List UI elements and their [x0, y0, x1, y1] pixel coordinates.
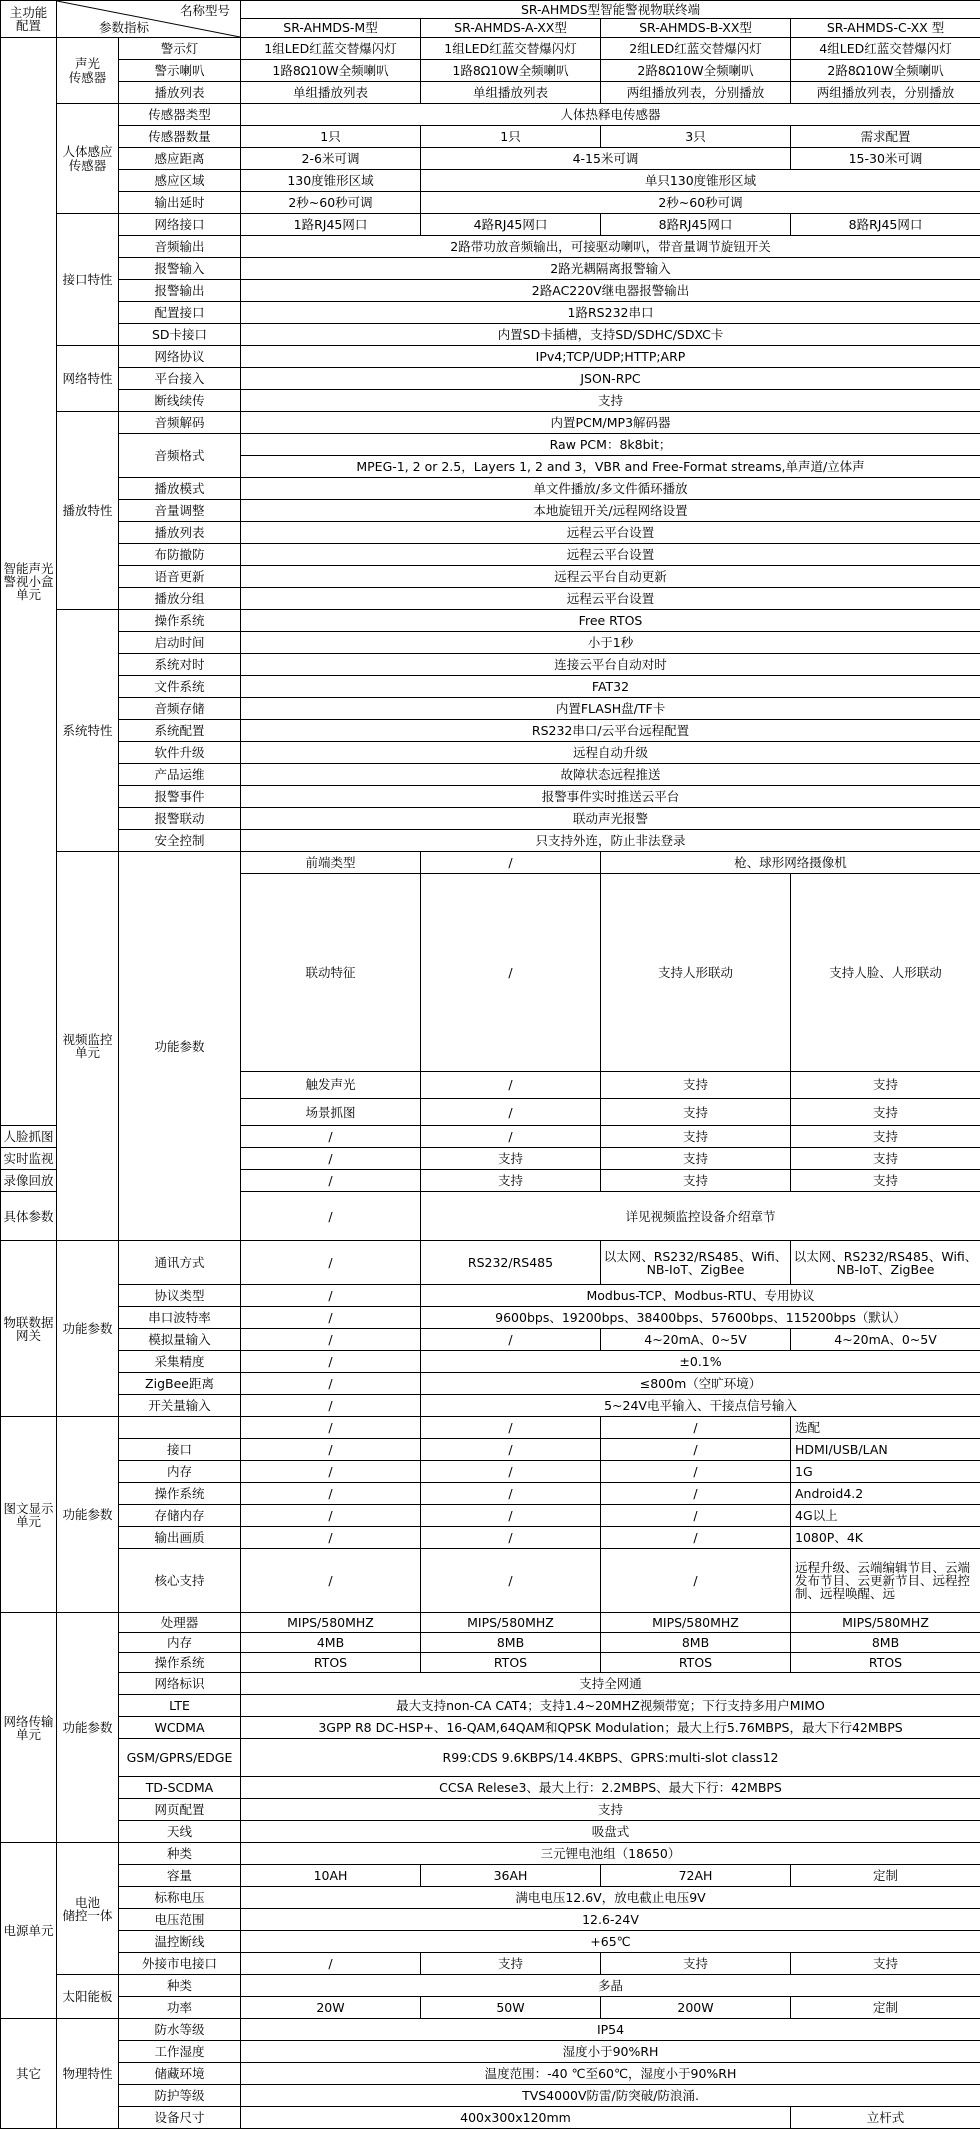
- cell: 3GPP R8 DC-HSP+、16-QAM,64QAM和QPSK Modulation；最大上行5.76MBPS，最大下行42MBPS: [241, 1717, 980, 1739]
- cell: 湿度小于90%RH: [241, 2041, 980, 2063]
- group-function-display: 功能参数: [57, 1417, 119, 1613]
- model-c: SR-AHMDS-C-XX 型: [791, 19, 980, 38]
- cell: 最大支持non-CA CAT4；支持1.4~20MHZ视频带宽；下行支持多用户MIMO: [241, 1695, 980, 1717]
- cell: /: [241, 1351, 421, 1373]
- row-label: 工作湿度: [119, 2041, 241, 2063]
- row-label: 容量: [119, 1865, 241, 1887]
- cell: 定制: [791, 1997, 980, 2019]
- cell: MPEG-1, 2 or 2.5，Layers 1, 2 and 3，VBR and Free-Format streams,单声道/立体声: [241, 456, 980, 478]
- cell: 三元锂电池组（18650）: [241, 1843, 980, 1865]
- row-label: 播放列表: [119, 522, 241, 544]
- cell: IP54: [241, 2019, 980, 2041]
- cell: 1组LED红蓝交替爆闪灯: [421, 38, 601, 60]
- row-label: 感应区域: [119, 170, 241, 192]
- cell: 支持人形联动: [601, 874, 791, 1072]
- cell: RS232/RS485: [421, 1241, 601, 1285]
- cell: /: [421, 1483, 601, 1505]
- row-label: 标称电压: [119, 1887, 241, 1909]
- row-label: LTE: [119, 1695, 241, 1717]
- cell: /: [601, 1461, 791, 1483]
- row-label: 平台接入: [119, 368, 241, 390]
- row-label: 外接市电接口: [119, 1953, 241, 1975]
- cell: 4组LED红蓝交替爆闪灯: [791, 38, 980, 60]
- row-label: 音频解码: [119, 412, 241, 434]
- cell: /: [601, 1417, 791, 1439]
- cell: TVS4000V防雷/防突破/防浪涌.: [241, 2085, 980, 2107]
- row-label: ZigBee距离: [119, 1373, 241, 1395]
- cell: +65℃: [241, 1931, 980, 1953]
- row-label: 防水等级: [119, 2019, 241, 2041]
- cell: /: [241, 1527, 421, 1549]
- row-label: 模拟量输入: [119, 1329, 241, 1351]
- cell: /: [601, 1527, 791, 1549]
- row-label: 警示灯: [119, 38, 241, 60]
- cell: 枪、球形网络摄像机: [601, 852, 980, 874]
- cell: /: [241, 1395, 421, 1417]
- row-label: TD-SCDMA: [119, 1777, 241, 1799]
- cell: 2路光耦隔离报警输入: [241, 258, 980, 280]
- cell: /: [601, 1549, 791, 1613]
- cell: 联动声光报警: [241, 808, 980, 830]
- cell: 支持: [421, 1148, 601, 1170]
- row-label: 启动时间: [119, 632, 241, 654]
- cell: 连接云平台自动对时: [241, 654, 980, 676]
- cell: 8MB: [421, 1633, 601, 1653]
- row-label: 操作系统: [119, 1653, 241, 1673]
- row-label: 防护等级: [119, 2085, 241, 2107]
- row-label: 报警事件: [119, 786, 241, 808]
- row-label: 核心支持: [119, 1549, 241, 1613]
- row-label: 联动特征: [241, 874, 421, 1072]
- cell: /: [241, 1126, 421, 1148]
- cell: /: [421, 852, 601, 874]
- cell: FAT32: [241, 676, 980, 698]
- cell: MIPS/580MHZ: [421, 1613, 601, 1633]
- cell: 4~20mA、0~5V: [601, 1329, 791, 1351]
- row-label: 设备尺寸: [119, 2107, 241, 2129]
- cell: /: [421, 874, 601, 1072]
- row-label: 语音更新: [119, 566, 241, 588]
- cell: 远程自动升级: [241, 742, 980, 764]
- row-label: 播放模式: [119, 478, 241, 500]
- cell: RTOS: [601, 1653, 791, 1673]
- row-label: 处理器: [119, 1613, 241, 1633]
- cell: 支持: [791, 1099, 980, 1126]
- row-label: 录像回放: [1, 1170, 57, 1192]
- cell: 支持: [791, 1071, 980, 1098]
- cell: 200W: [601, 1997, 791, 2019]
- cell: 2组LED红蓝交替爆闪灯: [601, 38, 791, 60]
- cell: 需求配置: [791, 126, 980, 148]
- cell: 吸盘式: [241, 1821, 980, 1843]
- cell: 支持: [601, 1071, 791, 1098]
- cell: 单组播放列表: [241, 82, 421, 104]
- model-a: SR-AHMDS-A-XX型: [421, 19, 601, 38]
- group-function-iot: 功能参数: [57, 1241, 119, 1417]
- row-label: 内存: [119, 1461, 241, 1483]
- cell: 2路8Ω10W全频喇叭: [601, 60, 791, 82]
- cell: 3只: [601, 126, 791, 148]
- group-interface: 接口特性: [57, 214, 119, 346]
- cell: /: [421, 1417, 601, 1439]
- cell: /: [421, 1505, 601, 1527]
- cell: 远程云平台设置: [241, 588, 980, 610]
- row-label: 功率: [119, 1997, 241, 2019]
- cell: RTOS: [421, 1653, 601, 1673]
- cell: 4-15米可调: [421, 148, 791, 170]
- diagonal-header: [57, 1, 241, 38]
- cell: /: [241, 1329, 421, 1351]
- cell: 2路带功放音频输出，可接驱动喇叭，带音量调节旋钮开关: [241, 236, 980, 258]
- param-index-label: 参数指标: [99, 21, 149, 34]
- group-sound-light: 声光 传感器: [57, 38, 119, 104]
- cell: 满电电压12.6V，放电截止电压9V: [241, 1887, 980, 1909]
- section-iot: 物联数据网关: [1, 1241, 57, 1417]
- cell: /: [241, 1148, 421, 1170]
- row-label: 网页配置: [119, 1799, 241, 1821]
- row-label: 布防撤防: [119, 544, 241, 566]
- cell: 4路RJ45网口: [421, 214, 601, 236]
- cell: /: [601, 1505, 791, 1527]
- row-label: 软件升级: [119, 742, 241, 764]
- cell: /: [241, 1461, 421, 1483]
- cell: 单组播放列表: [421, 82, 601, 104]
- cell: /: [241, 1417, 421, 1439]
- cell: 8路RJ45网口: [601, 214, 791, 236]
- model-b: SR-AHMDS-B-XX型: [601, 19, 791, 38]
- cell: 5~24V电平输入、干接点信号输入: [421, 1395, 980, 1417]
- cell: 多晶: [241, 1975, 980, 1997]
- group-system: 系统特性: [57, 610, 119, 852]
- group-function-video: 功能参数: [119, 852, 241, 1241]
- cell: /: [601, 1439, 791, 1461]
- cell: /: [241, 1549, 421, 1613]
- row-label: 输出画质: [119, 1527, 241, 1549]
- row-label: GSM/GPRS/EDGE: [119, 1739, 241, 1777]
- cell: 两组播放列表，分别播放: [601, 82, 791, 104]
- row-label: SD卡接口: [119, 324, 241, 346]
- row-label: 警示喇叭: [119, 60, 241, 82]
- cell: 支持: [601, 1126, 791, 1148]
- cell: JSON-RPC: [241, 368, 980, 390]
- row-label: 网络协议: [119, 346, 241, 368]
- cell: 1G: [791, 1461, 980, 1483]
- row-label: 实时监视: [1, 1148, 57, 1170]
- cell: /: [241, 1439, 421, 1461]
- cell: 内置FLASH盘/TF卡: [241, 698, 980, 720]
- cell: 8MB: [791, 1633, 980, 1653]
- cell: /: [421, 1527, 601, 1549]
- cell: 10AH: [241, 1865, 421, 1887]
- row-label: 网络接口: [119, 214, 241, 236]
- cell: MIPS/580MHZ: [791, 1613, 980, 1633]
- row-label: 安全控制: [119, 830, 241, 852]
- row-label: 采集精度: [119, 1351, 241, 1373]
- cell: 支持: [421, 1170, 601, 1192]
- row-label: 电压范围: [119, 1909, 241, 1931]
- row-label: 播放分组: [119, 588, 241, 610]
- cell: 内置SD卡插槽，支持SD/SDHC/SDXC卡: [241, 324, 980, 346]
- cell: 1组LED红蓝交替爆闪灯: [241, 38, 421, 60]
- cell: 1路8Ω10W全频喇叭: [421, 60, 601, 82]
- cell: 故障状态远程推送: [241, 764, 980, 786]
- row-label: 系统配置: [119, 720, 241, 742]
- row-label: 音量调整: [119, 500, 241, 522]
- cell: /: [241, 1307, 421, 1329]
- cell: 以太网、RS232/RS485、Wifi、NB-IoT、ZigBee: [791, 1241, 980, 1285]
- cell: HDMI/USB/LAN: [791, 1439, 980, 1461]
- cell: 12.6-24V: [241, 1909, 980, 1931]
- cell: /: [421, 1439, 601, 1461]
- cell: 2秒~60秒可调: [421, 192, 980, 214]
- cell: 72AH: [601, 1865, 791, 1887]
- cell: 远程云平台设置: [241, 522, 980, 544]
- cell: 2-6米可调: [241, 148, 421, 170]
- cell: ≤800m（空旷环境）: [421, 1373, 980, 1395]
- cell: 支持: [791, 1953, 980, 1975]
- row-label: 音频格式: [119, 434, 241, 478]
- cell: 立杆式: [791, 2107, 980, 2129]
- row-label: 配置接口: [119, 302, 241, 324]
- cell: /: [241, 1285, 421, 1307]
- row-label: 操作系统: [119, 610, 241, 632]
- cell: RS232串口/云平台远程配置: [241, 720, 980, 742]
- cell: Android4.2: [791, 1483, 980, 1505]
- group-battery: 电池 储控一体: [57, 1843, 119, 1975]
- cell: 远程云平台自动更新: [241, 566, 980, 588]
- cell: 支持全网通: [241, 1673, 980, 1695]
- section-power: 电源单元: [1, 1843, 57, 2019]
- cell: 400x300x120mm: [241, 2107, 791, 2129]
- row-label: 场景抓图: [241, 1099, 421, 1126]
- group-function-network: 功能参数: [57, 1613, 119, 1843]
- row-label: 串口波特率: [119, 1307, 241, 1329]
- model-m: SR-AHMDS-M型: [241, 19, 421, 38]
- cell: /: [241, 1170, 421, 1192]
- cell: 支持: [791, 1148, 980, 1170]
- cell: 支持: [241, 1799, 980, 1821]
- row-label: 报警联动: [119, 808, 241, 830]
- row-label: 温控断线: [119, 1931, 241, 1953]
- cell: RTOS: [241, 1653, 421, 1673]
- cell: 9600bps、19200bps、38400bps、57600bps、115200bps（默认）: [421, 1307, 980, 1329]
- main-function-header: 主功能 配置: [1, 1, 57, 38]
- row-label: 种类: [119, 1975, 241, 1997]
- cell: 选配: [791, 1417, 980, 1439]
- cell: 8MB: [601, 1633, 791, 1653]
- row-label: 报警输出: [119, 280, 241, 302]
- cell: 远程云平台设置: [241, 544, 980, 566]
- cell: 支持: [601, 1148, 791, 1170]
- group-network: 网络特性: [57, 346, 119, 412]
- cell: 130度锥形区域: [241, 170, 421, 192]
- cell: 支持: [791, 1170, 980, 1192]
- row-label: 内存: [119, 1633, 241, 1653]
- group-physical: 物理特性: [57, 2019, 119, 2129]
- cell: /: [421, 1099, 601, 1126]
- cell: 以太网、RS232/RS485、Wifi、NB-IoT、ZigBee: [601, 1241, 791, 1285]
- name-model-label: 名称型号: [180, 4, 230, 17]
- cell: /: [421, 1126, 601, 1148]
- cell: /: [421, 1329, 601, 1351]
- row-label: 具体参数: [1, 1192, 57, 1241]
- row-label: 种类: [119, 1843, 241, 1865]
- section-network: 网络传输单元: [1, 1613, 57, 1843]
- cell: ±0.1%: [421, 1351, 980, 1373]
- cell: Free RTOS: [241, 610, 980, 632]
- row-label: 通讯方式: [119, 1241, 241, 1285]
- row-label: 天线: [119, 1821, 241, 1843]
- cell: 单只130度锥形区域: [421, 170, 980, 192]
- row-label: 协议类型: [119, 1285, 241, 1307]
- cell: MIPS/580MHZ: [241, 1613, 421, 1633]
- cell: 2路AC220V继电器报警输出: [241, 280, 980, 302]
- cell: IPv4;TCP/UDP;HTTP;ARP: [241, 346, 980, 368]
- cell: /: [241, 1241, 421, 1285]
- cell: 20W: [241, 1997, 421, 2019]
- row-label: 输出延时: [119, 192, 241, 214]
- group-body-sensor: 人体感应 传感器: [57, 104, 119, 214]
- cell: 小于1秒: [241, 632, 980, 654]
- cell: 本地旋钮开关/远程网络设置: [241, 500, 980, 522]
- cell: 4~20mA、0~5V: [791, 1329, 980, 1351]
- row-label: 产品运维: [119, 764, 241, 786]
- row-label: WCDMA: [119, 1717, 241, 1739]
- row-label: 文件系统: [119, 676, 241, 698]
- cell: 只支持外连，防止非法登录: [241, 830, 980, 852]
- cell: /: [421, 1461, 601, 1483]
- row-label: 储藏环境: [119, 2063, 241, 2085]
- cell: /: [241, 1953, 421, 1975]
- cell: /: [241, 1483, 421, 1505]
- cell: 50W: [421, 1997, 601, 2019]
- cell: 温度范围：-40 ℃至60℃，湿度小于90%RH: [241, 2063, 980, 2085]
- cell: 1路RJ45网口: [241, 214, 421, 236]
- row-label: 触发声光: [241, 1071, 421, 1098]
- section-display: 图文显示单元: [1, 1417, 57, 1613]
- section-other: 其它: [1, 2019, 57, 2129]
- section-sound-box: 智能声光警视小盒单元: [1, 38, 57, 1126]
- row-label: 传感器数量: [119, 126, 241, 148]
- row-label: 感应距离: [119, 148, 241, 170]
- group-solar: 太阳能板: [57, 1975, 119, 2019]
- cell: /: [601, 1483, 791, 1505]
- cell: 详见视频监控设备介绍章节: [421, 1192, 980, 1241]
- cell: 单文件播放/多文件循环播放: [241, 478, 980, 500]
- cell: R99:CDS 9.6KBPS/14.4KBPS、GPRS:multi-slot class12: [241, 1739, 980, 1777]
- cell: 支持: [601, 1953, 791, 1975]
- cell: 支持: [601, 1099, 791, 1126]
- cell: 支持人脸、人形联动: [791, 874, 980, 1072]
- row-label: 传感器类型: [119, 104, 241, 126]
- cell: 4MB: [241, 1633, 421, 1653]
- cell: 1路8Ω10W全频喇叭: [241, 60, 421, 82]
- cell: RTOS: [791, 1653, 980, 1673]
- row-label: 存储内存: [119, 1505, 241, 1527]
- cell: /: [421, 1549, 601, 1613]
- product-name: SR-AHMDS型智能警视物联终端: [241, 1, 980, 19]
- row-label: 网络标识: [119, 1673, 241, 1695]
- row-label: 开关量输入: [119, 1395, 241, 1417]
- section-video: 视频监控单元: [57, 852, 119, 1241]
- row-label: 接口: [119, 1439, 241, 1461]
- cell: 4G以上: [791, 1505, 980, 1527]
- row-label: [119, 1417, 241, 1439]
- row-label: 音频存储: [119, 698, 241, 720]
- cell: 定制: [791, 1865, 980, 1887]
- cell: 远程升级、云端编辑节目、云端发布节目、云更新节目、远程控制、远程唤醒、远: [791, 1549, 980, 1613]
- cell: 1路RS232串口: [241, 302, 980, 324]
- cell: 支持: [421, 1953, 601, 1975]
- cell: Raw PCM：8k8bit；: [241, 434, 980, 456]
- cell: 报警事件实时推送云平台: [241, 786, 980, 808]
- cell: 1只: [241, 126, 421, 148]
- cell: 内置PCM/MP3解码器: [241, 412, 980, 434]
- cell: 36AH: [421, 1865, 601, 1887]
- cell: 15-30米可调: [791, 148, 980, 170]
- row-label: 断线续传: [119, 390, 241, 412]
- cell: 支持: [241, 390, 980, 412]
- cell: Modbus-TCP、Modbus-RTU、专用协议: [421, 1285, 980, 1307]
- cell: 2路8Ω10W全频喇叭: [791, 60, 980, 82]
- cell: MIPS/580MHZ: [601, 1613, 791, 1633]
- cell: 1只: [421, 126, 601, 148]
- cell: 支持: [791, 1126, 980, 1148]
- cell: /: [241, 1192, 421, 1241]
- cell: CCSA Relese3、最大上行：2.2MBPS、最大下行：42MBPS: [241, 1777, 980, 1799]
- cell: /: [421, 1071, 601, 1098]
- row-label: 报警输入: [119, 258, 241, 280]
- cell: /: [241, 1505, 421, 1527]
- cell: 8路RJ45网口: [791, 214, 980, 236]
- row-label: 前端类型: [241, 852, 421, 874]
- cell: /: [241, 1373, 421, 1395]
- row-label: 播放列表: [119, 82, 241, 104]
- cell: 1080P、4K: [791, 1527, 980, 1549]
- cell: 2秒~60秒可调: [241, 192, 421, 214]
- cell: 人体热释电传感器: [241, 104, 980, 126]
- group-playback: 播放特性: [57, 412, 119, 610]
- row-label: 操作系统: [119, 1483, 241, 1505]
- cell: 支持: [601, 1170, 791, 1192]
- row-label: 人脸抓图: [1, 1126, 57, 1148]
- row-label: 音频输出: [119, 236, 241, 258]
- cell: 两组播放列表，分别播放: [791, 82, 980, 104]
- row-label: 系统对时: [119, 654, 241, 676]
